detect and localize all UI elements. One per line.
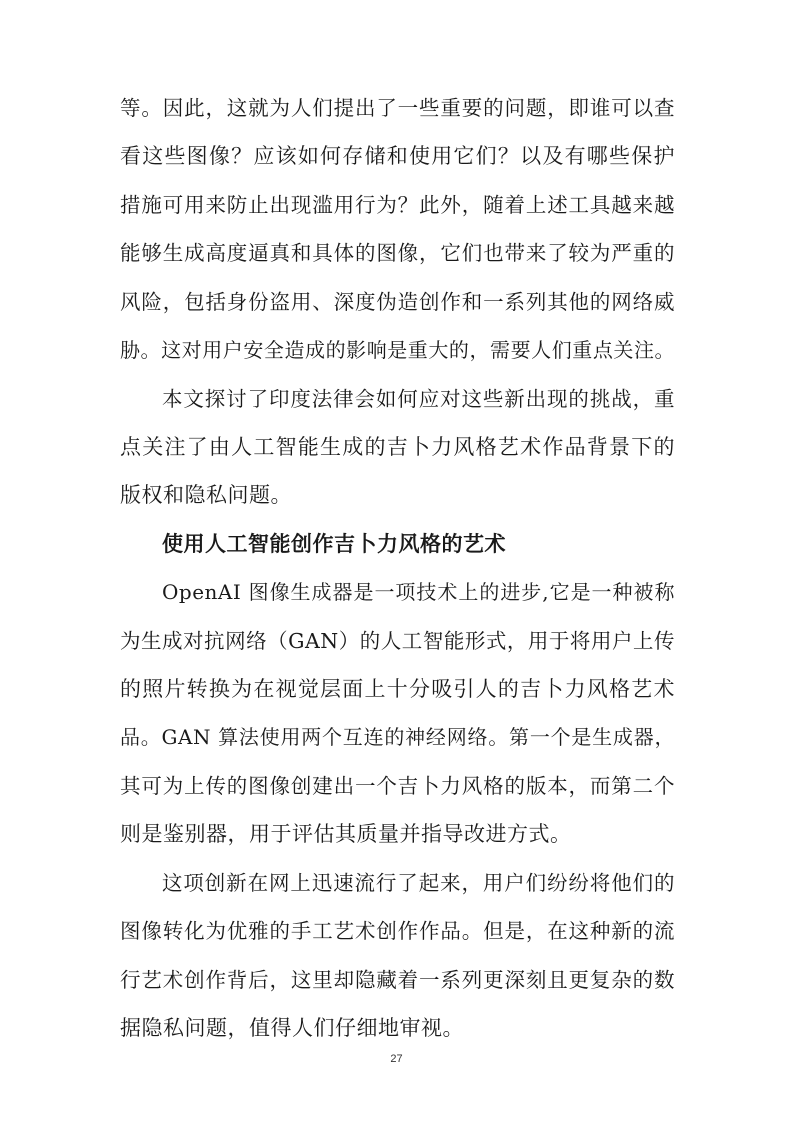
- text-line: 这项创新在网上迅速流行了起来，用户们纷纷将他们的: [162, 871, 675, 895]
- text-line: 则是鉴别器，用于评估其质量并指导改进方式。: [120, 822, 572, 846]
- text-line: 行艺术创作背后，这里却隐藏着一系列更深刻且更复杂的数: [120, 968, 675, 992]
- text-line: 的照片转换为在视觉层面上十分吸引人的吉卜力风格艺术: [120, 677, 675, 701]
- text-line: 图像转化为优雅的手工艺术创作作品。但是，在这种新的流: [120, 919, 675, 943]
- text-line: 胁。这对用户安全造成的影响是重大的，需要人们重点关注。: [120, 338, 675, 362]
- text-line: 版权和隐私问题。: [120, 483, 292, 507]
- text-line: 其可为上传的图像创建出一个吉卜力风格的版本，而第二个: [120, 774, 675, 798]
- section-heading: 使用人工智能创作吉卜力风格的艺术: [162, 532, 506, 556]
- text-line: 品。GAN 算法使用两个互连的神经网络。第一个是生成器，: [120, 725, 675, 749]
- text-line: 等。因此，这就为人们提出了一些重要的问题，即谁可以查: [120, 96, 675, 120]
- text-line: 据隐私问题，值得人们仔细地审视。: [120, 1016, 464, 1040]
- text-line: 为生成对抗网络（GAN）的人工智能形式，用于将用户上传: [120, 629, 675, 653]
- text-line: 点关注了由人工智能生成的吉卜力风格艺术作品背景下的: [120, 435, 675, 459]
- text-line: 看这些图像？应该如何存储和使用它们？以及有哪些保护: [120, 144, 675, 168]
- page-number: 27: [390, 1053, 403, 1065]
- text-line: 本文探讨了印度法律会如何应对这些新出现的挑战，重: [162, 387, 675, 411]
- text-line: 措施可用来防止出现滥用行为？此外，随着上述工具越来越: [120, 193, 675, 217]
- text-line: OpenAI 图像生成器是一项技术上的进步,它是一种被称: [162, 580, 675, 604]
- text-line: 能够生成高度逼真和具体的图像，它们也带来了较为严重的: [120, 241, 675, 265]
- text-line: 风险，包括身份盗用、深度伪造创作和一系列其他的网络威: [120, 290, 675, 314]
